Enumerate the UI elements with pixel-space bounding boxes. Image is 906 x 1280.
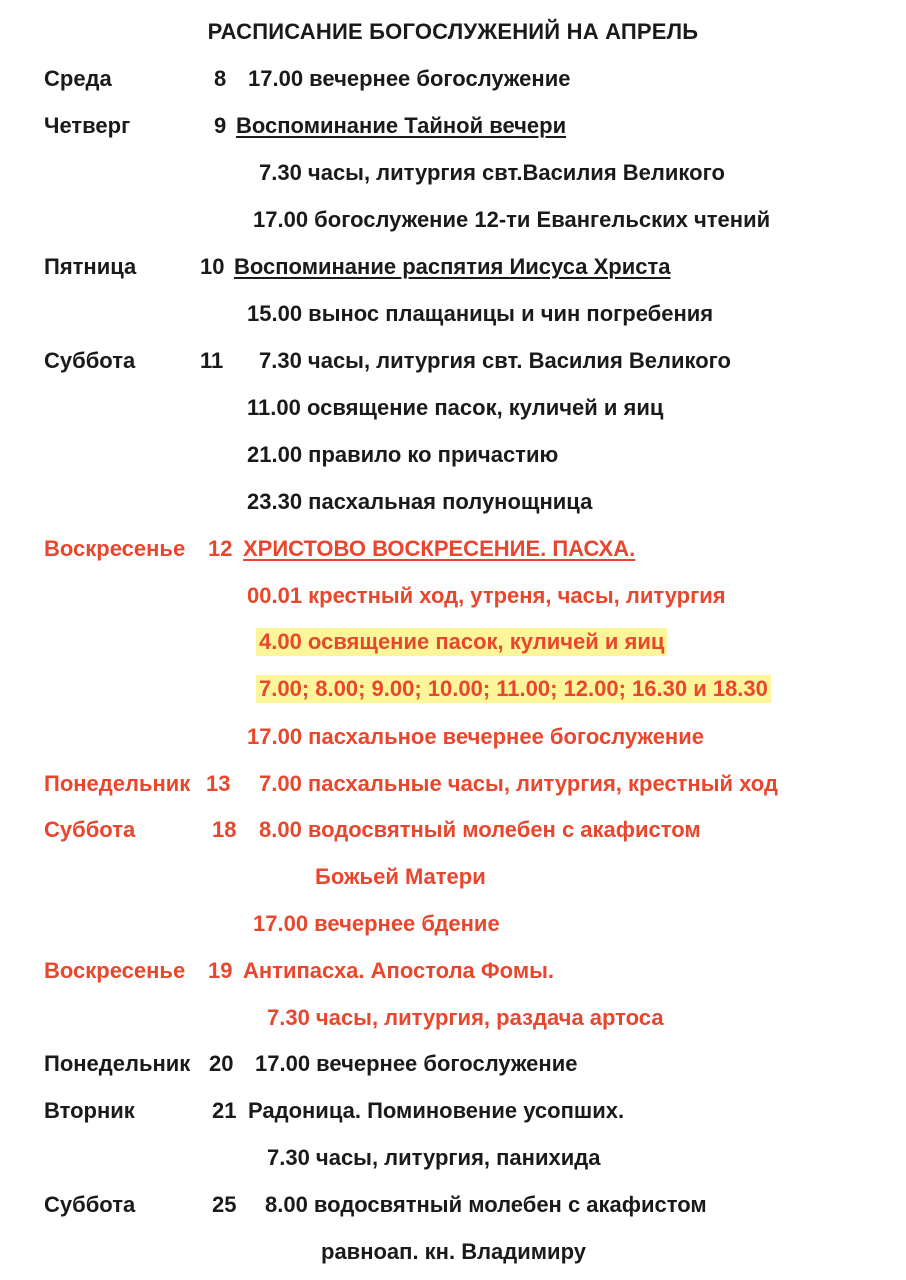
day-date: 13 [206, 771, 231, 796]
day-name: Суббота [44, 348, 136, 373]
day-name: Понедельник [44, 771, 191, 796]
day-date: 12 [208, 536, 233, 561]
day-date: 21 [212, 1098, 237, 1123]
day-name: Воскресенье [44, 958, 186, 983]
day-name: Суббота [44, 817, 136, 842]
feast-title: Радоница. Поминовение усопших. [248, 1098, 625, 1123]
service-entry: 7.30 часы, литургия, панихида [267, 1145, 601, 1170]
day-name: Пятница [44, 254, 137, 279]
service-entry: 15.00 вынос плащаницы и чин погребения [247, 301, 714, 326]
service-entry: 23.30 пасхальная полунощница [247, 489, 593, 514]
service-entry: Божьей Матери [315, 864, 486, 889]
service-entry: 7.30 часы, литургия, раздача артоса [267, 1005, 664, 1030]
highlighted-entry: 4.00 освящение пасок, куличей и яиц [256, 628, 667, 656]
day-name: Понедельник [44, 1051, 191, 1076]
service-entry: 00.01 крестный ход, утреня, часы, литургия [247, 583, 726, 608]
service-entry: равноап. кн. Владимиру [321, 1239, 586, 1264]
day-name: Вторник [44, 1098, 135, 1123]
feast-title: Антипасха. Апостола Фомы. [243, 958, 554, 983]
day-name: Воскресенье [44, 536, 186, 561]
day-date: 20 [209, 1051, 234, 1076]
highlighted-entry: 7.00; 8.00; 9.00; 10.00; 11.00; 12.00; 16.30 и 18.30 [256, 675, 771, 703]
service-entry: 7.30 часы, литургия свт.Василия Великого [259, 160, 725, 185]
service-entry: 17.00 богослужение 12-ти Евангельских чтений [253, 207, 771, 232]
feast-title: Воспоминание Тайной вечери [236, 113, 567, 138]
service-entry: 8.00 водосвятный молебен с акафистом [259, 817, 701, 842]
service-entry: 17.00 вечернее бдение [253, 911, 500, 936]
day-date: 8 [214, 66, 227, 91]
day-name: Среда [44, 66, 112, 91]
day-date: 25 [212, 1192, 237, 1217]
day-date: 19 [208, 958, 233, 983]
service-entry: 7.00 пасхальные часы, литургия, крестный ход [259, 771, 778, 796]
service-entry: 17.00 вечернее богослужение [248, 66, 571, 91]
service-entry: 7.30 часы, литургия свт. Василия Великого [259, 348, 731, 373]
feast-title: ХРИСТОВО ВОСКРЕСЕНИЕ. ПАСХА. [243, 536, 636, 561]
service-entry: 17.00 вечернее богослужение [255, 1051, 578, 1076]
page-title: РАСПИСАНИЕ БОГОСЛУЖЕНИЙ НА АПРЕЛЬ [207, 19, 699, 44]
day-name: Четверг [44, 113, 131, 138]
feast-title: Воспоминание распятия Иисуса Христа [234, 254, 671, 279]
service-entry: 11.00 освящение пасок, куличей и яиц [247, 395, 664, 420]
day-date: 10 [200, 254, 225, 279]
day-date: 11 [200, 348, 224, 373]
day-name: Суббота [44, 1192, 136, 1217]
service-entry: 8.00 водосвятный молебен с акафистом [265, 1192, 707, 1217]
day-date: 9 [214, 113, 227, 138]
service-entry: 17.00 пасхальное вечернее богослужение [247, 724, 704, 749]
day-date: 18 [212, 817, 237, 842]
service-entry: 21.00 правило ко причастию [247, 442, 559, 467]
